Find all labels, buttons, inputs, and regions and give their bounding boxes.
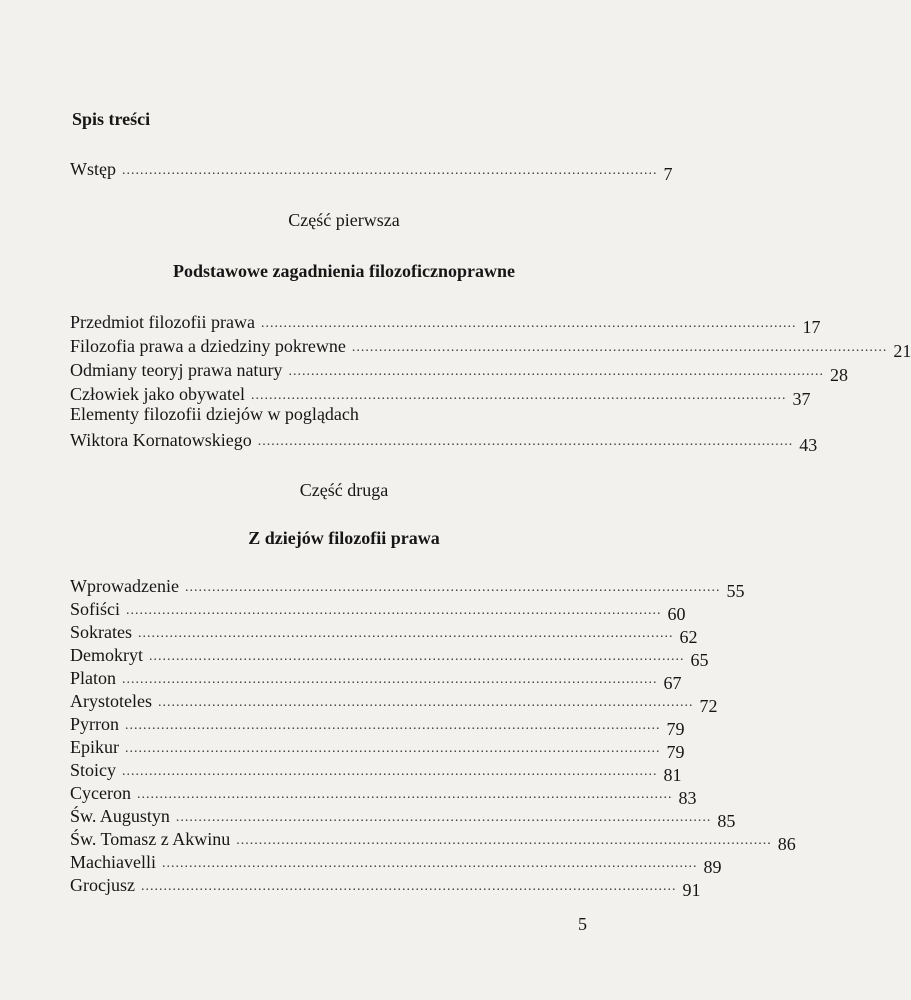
entry-page: 89: [703, 857, 722, 877]
entry-page: 83: [678, 788, 697, 808]
entry-title: Pyrron: [70, 714, 119, 734]
page-number: 5: [578, 914, 587, 934]
entry-title: Cyceron: [70, 783, 131, 803]
entry-page: 67: [663, 673, 682, 693]
toc-entry[interactable]: [70, 667, 682, 693]
dot-leader: .......................................................................................................................: [236, 833, 772, 848]
dot-leader: .......................................................................................................................: [148, 649, 685, 664]
toc-entry[interactable]: [70, 311, 821, 337]
entry-page: 81: [663, 765, 682, 785]
entry-title: Sokrates: [70, 622, 132, 642]
dot-leader: .......................................................................................................................: [136, 787, 673, 802]
entry-page: 79: [666, 719, 685, 739]
entry-page: 21: [893, 341, 911, 361]
toc-entry[interactable]: [70, 429, 818, 455]
toc-entry[interactable]: [70, 644, 709, 670]
entry-title: Św. Augustyn: [70, 806, 170, 826]
dot-leader: .......................................................................................................................: [140, 879, 677, 894]
entry-page: 65: [690, 650, 709, 670]
toc-entry[interactable]: [70, 736, 685, 762]
dot-leader: .......................................................................................................................: [121, 163, 658, 178]
entry-page: 43: [799, 435, 818, 455]
toc-entry-intro[interactable]: [70, 158, 673, 184]
entry-title: Wiktora Kornatowskiego: [70, 430, 252, 450]
entry-page: 28: [829, 365, 848, 385]
entry-page: 55: [726, 581, 745, 601]
entry-page: 37: [792, 389, 811, 409]
entry-page: 62: [679, 627, 698, 647]
dot-leader: .......................................................................................................................: [157, 695, 694, 710]
dot-leader: .......................................................................................................................: [122, 672, 658, 687]
entry-title: Człowiek jako obywatel: [70, 384, 245, 404]
toc-entry[interactable]: [70, 782, 697, 808]
dot-leader: .......................................................................................................................: [288, 364, 824, 379]
entry-page: 91: [682, 880, 701, 900]
toc-heading: Spis treści: [72, 109, 151, 129]
dot-leader: .......................................................................................................................: [125, 741, 661, 756]
dot-leader: .......................................................................................................................: [175, 810, 712, 825]
dot-leader: .......................................................................................................................: [122, 764, 658, 779]
toc-entry[interactable]: [70, 805, 736, 831]
dot-leader: .......................................................................................................................: [260, 316, 797, 331]
dot-leader: .......................................................................................................................: [250, 388, 787, 403]
toc-entry[interactable]: [70, 621, 698, 647]
toc-entry[interactable]: [70, 874, 701, 900]
entry-title: Wstęp: [70, 159, 116, 179]
toc-entry[interactable]: [70, 759, 682, 785]
dot-leader: .......................................................................................................................: [184, 580, 721, 595]
toc-entry[interactable]: [70, 575, 745, 601]
entry-title: Grocjusz: [70, 875, 135, 895]
toc-entry[interactable]: [70, 690, 718, 716]
entry-title: Odmiany teoryj prawa natury: [70, 360, 283, 380]
toc-entry[interactable]: [70, 713, 685, 739]
entry-title: Epikur: [70, 737, 119, 757]
entry-page: 17: [802, 317, 821, 337]
dot-leader: .......................................................................................................................: [126, 603, 662, 618]
entry-title: Filozofia prawa a dziedziny pokrewne: [70, 336, 346, 356]
entry-title: Platon: [70, 668, 117, 688]
toc-entry[interactable]: [70, 598, 686, 624]
toc-entry[interactable]: [70, 383, 811, 409]
entry-page: 86: [777, 834, 796, 854]
entry-title: Demokryt: [70, 645, 143, 665]
entry-page: 60: [667, 604, 686, 624]
part-title: Z dziejów filozofii prawa: [248, 528, 440, 548]
entry-page: 79: [666, 742, 685, 762]
entry-page: 72: [699, 696, 718, 716]
entry-title: Sofiści: [70, 599, 121, 619]
entry-title: Przedmiot filozofii prawa: [70, 312, 255, 332]
entry-title: Wprowadzenie: [70, 576, 179, 596]
dot-leader: .......................................................................................................................: [161, 856, 698, 871]
toc-entry[interactable]: [70, 828, 796, 854]
part-label: Część druga: [299, 480, 389, 500]
part-label: Część pierwsza: [288, 210, 400, 230]
toc-entry[interactable]: [70, 851, 722, 877]
entry-title: Św. Tomasz z Akwinu: [70, 829, 231, 849]
toc-entry[interactable]: [70, 359, 848, 385]
entry-page: 85: [717, 811, 736, 831]
entry-title: Arystoteles: [70, 691, 152, 711]
toc-entry[interactable]: [70, 335, 911, 361]
entry-title: Machiavelli: [70, 852, 156, 872]
dot-leader: .......................................................................................................................: [257, 434, 794, 449]
part-title: Podstawowe zagadnienia filozoficznoprawne: [173, 261, 515, 281]
entry-page: 7: [663, 164, 673, 184]
toc-entry-first-line: Elementy filozofii dziejów w poglądach: [70, 404, 359, 424]
entry-title: Stoicy: [70, 760, 117, 780]
dot-leader: .......................................................................................................................: [351, 340, 888, 355]
dot-leader: .......................................................................................................................: [138, 626, 674, 641]
dot-leader: .......................................................................................................................: [125, 718, 661, 733]
